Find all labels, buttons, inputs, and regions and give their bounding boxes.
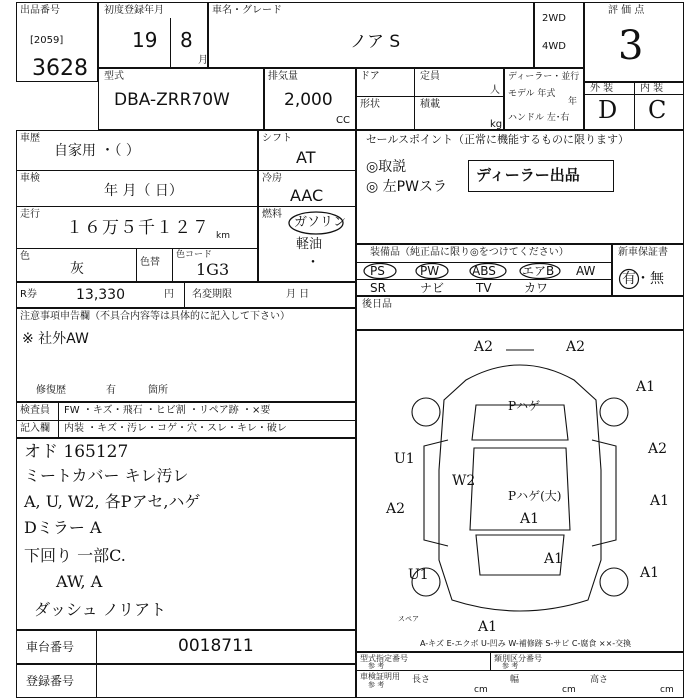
- chassis-number: 0018711: [178, 636, 254, 656]
- fuel-circle: [286, 210, 346, 236]
- equip-airbag: エアB: [522, 264, 555, 278]
- equipment-circles: [356, 262, 612, 280]
- mark-a1-6: A1: [520, 511, 540, 527]
- kg-unit: kg: [490, 119, 503, 130]
- shape-label: 形状: [360, 99, 380, 110]
- class-label: 類別区分番号: [494, 654, 542, 663]
- inspector-label: 検査員: [20, 405, 50, 416]
- equip-ps: PS: [370, 264, 385, 278]
- model-value: DBA-ZRR70W: [114, 90, 230, 110]
- sales-item-1: ◎取説: [366, 159, 407, 175]
- person-unit: 人: [490, 85, 500, 96]
- ac-label: 冷房: [262, 173, 282, 184]
- equipment-label: 装備品（純正品に限り◎をつけてください）: [370, 247, 569, 258]
- lot-sub: [2059]: [30, 35, 64, 46]
- shift-value: AT: [296, 148, 316, 167]
- entry-line: 内装 ・キズ・汚レ・コゲ・穴・スレ・キレ・破レ: [64, 423, 287, 434]
- diagram-text-1: Pハゲ: [508, 399, 541, 413]
- name-grade-label: 車名・グレード: [212, 5, 282, 16]
- model-label: 型式: [104, 71, 124, 82]
- reg-label: 登録番号: [26, 674, 75, 688]
- equip-pw: PW: [420, 264, 440, 278]
- width-unit: cm: [562, 685, 576, 695]
- entry-label: 記入欄: [20, 423, 50, 434]
- disp-unit: CC: [336, 115, 350, 126]
- reg-cert-sub: 参 考: [368, 681, 385, 689]
- mark-u1-2: U1: [408, 567, 429, 583]
- mark-a1-1: A1: [636, 379, 656, 395]
- lot-label: 出品番号: [20, 5, 60, 16]
- inspector-line: FW ・キズ・飛石 ・ヒビ割 ・リペア跡 ・×要: [64, 405, 271, 416]
- hand-line-6: AW, A: [56, 572, 103, 591]
- mark-a2-2: A2: [566, 339, 586, 355]
- reg-cert-label: 車検証明用: [360, 672, 400, 681]
- mark-a1-4: A1: [544, 551, 564, 567]
- mark-a1-2: A1: [650, 493, 670, 509]
- color-code-label: 色コード: [176, 250, 213, 260]
- disp-label: 排気量: [268, 71, 298, 82]
- month-unit: 月: [198, 55, 208, 66]
- width-label: 幅: [510, 675, 520, 685]
- length-label: 長さ: [412, 675, 431, 685]
- history-value: 自家用 ・（ ）: [54, 143, 140, 159]
- diagram-legend: A-キズ E-エクボ U-凹み W-補修跡 S-サビ C-腐食 ××-交換: [420, 639, 632, 648]
- equip-tv: TV: [476, 281, 492, 295]
- mark-w2: W2: [452, 473, 476, 489]
- mark-a2-3: A2: [648, 441, 668, 457]
- warranty-label: 新車保証書: [618, 247, 668, 258]
- year-unit: 年: [568, 97, 578, 107]
- r-label: R券: [20, 289, 37, 300]
- km-unit: km: [216, 231, 230, 241]
- equip-navi: ナビ: [420, 281, 445, 295]
- history-label: 車歴: [20, 133, 40, 144]
- repaint-label: 色替: [140, 257, 160, 268]
- color-code: 1G3: [196, 260, 230, 279]
- hand-line-3: A, U, W2, 各Pアセ,ハゲ: [24, 492, 201, 511]
- drive-2wd: 2WD: [542, 13, 566, 24]
- name-change-label: 名変期限: [192, 289, 232, 300]
- ac-value: AAC: [290, 186, 324, 205]
- capacity-label: 定員: [420, 71, 440, 82]
- rear-box: [356, 296, 684, 330]
- designation-sub: 参 考: [368, 662, 385, 670]
- hand-line-5: 下回り 一部C.: [24, 546, 126, 565]
- warranty-circle: [618, 268, 640, 290]
- lot-number: 3628: [32, 56, 88, 81]
- car-diagram: [356, 330, 684, 630]
- handle-label: ハンドル 左･右: [508, 113, 570, 123]
- designation-label: 型式指定番号: [360, 654, 408, 663]
- hand-line-4: Dミラー A: [24, 518, 102, 537]
- int-label: 内 装: [640, 83, 664, 94]
- warranty-value: 有・無: [622, 271, 664, 287]
- name-change-value: 月 日: [286, 289, 310, 300]
- name-grade: ノア S: [350, 32, 401, 52]
- repair-label: 修復歴: [36, 385, 66, 396]
- load-label: 積載: [420, 99, 440, 110]
- int-grade: C: [648, 96, 667, 124]
- height-unit: cm: [660, 685, 674, 695]
- yen-unit: 円: [164, 289, 174, 300]
- reg-year: 19: [132, 28, 158, 52]
- color-label: 色: [20, 251, 30, 262]
- drive-box: [534, 2, 584, 68]
- r-value: 13,330: [76, 287, 125, 303]
- notes-box: [16, 308, 356, 402]
- mark-u1-1: U1: [394, 451, 415, 467]
- model-year-label: モデル 年式: [508, 89, 556, 99]
- mark-a2-4: A2: [386, 501, 406, 517]
- hand-line-7: ダッシュ ノリアト: [34, 600, 167, 619]
- equip-sr: SR: [370, 281, 386, 295]
- rear-label: 後日品: [362, 299, 392, 310]
- shaken-value: 年 月（ 日）: [104, 183, 183, 199]
- fuel-gas: ガソリン: [294, 215, 347, 230]
- shift-label: シフト: [262, 133, 292, 144]
- repair-value: 有: [106, 385, 116, 396]
- drive-4wd: 4WD: [542, 41, 566, 52]
- dealer-label: ディーラー・並行: [508, 72, 580, 82]
- mileage-label: 走行: [20, 209, 40, 220]
- fuel-label: 燃料: [262, 209, 282, 220]
- score-label: 評 価 点: [608, 5, 645, 16]
- notes-text: ※ 社外AW: [22, 331, 89, 347]
- hand-line-1: オド 165127: [24, 442, 129, 462]
- first-reg-label: 初度登録年月: [104, 5, 164, 16]
- class-sub: 参 考: [502, 662, 519, 670]
- mileage-value: １６万５千１２７: [66, 218, 210, 238]
- mark-a1-3: A1: [640, 565, 660, 581]
- sales-item-2: ◎ 左PWスラ: [366, 179, 447, 195]
- chassis-label: 車台番号: [26, 640, 75, 654]
- dealer-stamp: ディーラー出品: [476, 166, 580, 184]
- notes-label: 注意事項申告欄（不具合内容等は具体的に記入して下さい）: [20, 311, 290, 322]
- diagram-text-2: Pハゲ(大): [508, 489, 562, 503]
- equip-leather: カワ: [524, 281, 549, 295]
- hand-line-2: ミートカバー キレ汚レ: [24, 466, 189, 485]
- shaken-label: 車検: [20, 173, 40, 184]
- sales-label: セールスポイント（正常に機能するものに限ります）: [366, 133, 630, 146]
- repair-place: 箇所: [148, 385, 168, 396]
- ext-label: 外 装: [590, 83, 614, 94]
- mark-a1-5: A1: [478, 619, 498, 635]
- color-value: 灰: [70, 261, 84, 277]
- mark-a2-1: A2: [474, 339, 494, 355]
- equip-aw: AW: [576, 264, 596, 278]
- height-label: 高さ: [590, 675, 609, 685]
- disp-value: 2,000: [284, 90, 333, 110]
- door-label: ドア: [360, 71, 380, 82]
- fuel-dot: ・: [306, 255, 320, 271]
- length-unit: cm: [474, 685, 488, 695]
- ext-grade: D: [598, 96, 618, 124]
- equip-abs: ABS: [472, 264, 496, 278]
- reg-month: 8: [180, 28, 193, 52]
- fuel-diesel: 軽油: [296, 237, 323, 252]
- spare-label: スペア: [398, 615, 419, 623]
- score-value: 3: [618, 23, 644, 69]
